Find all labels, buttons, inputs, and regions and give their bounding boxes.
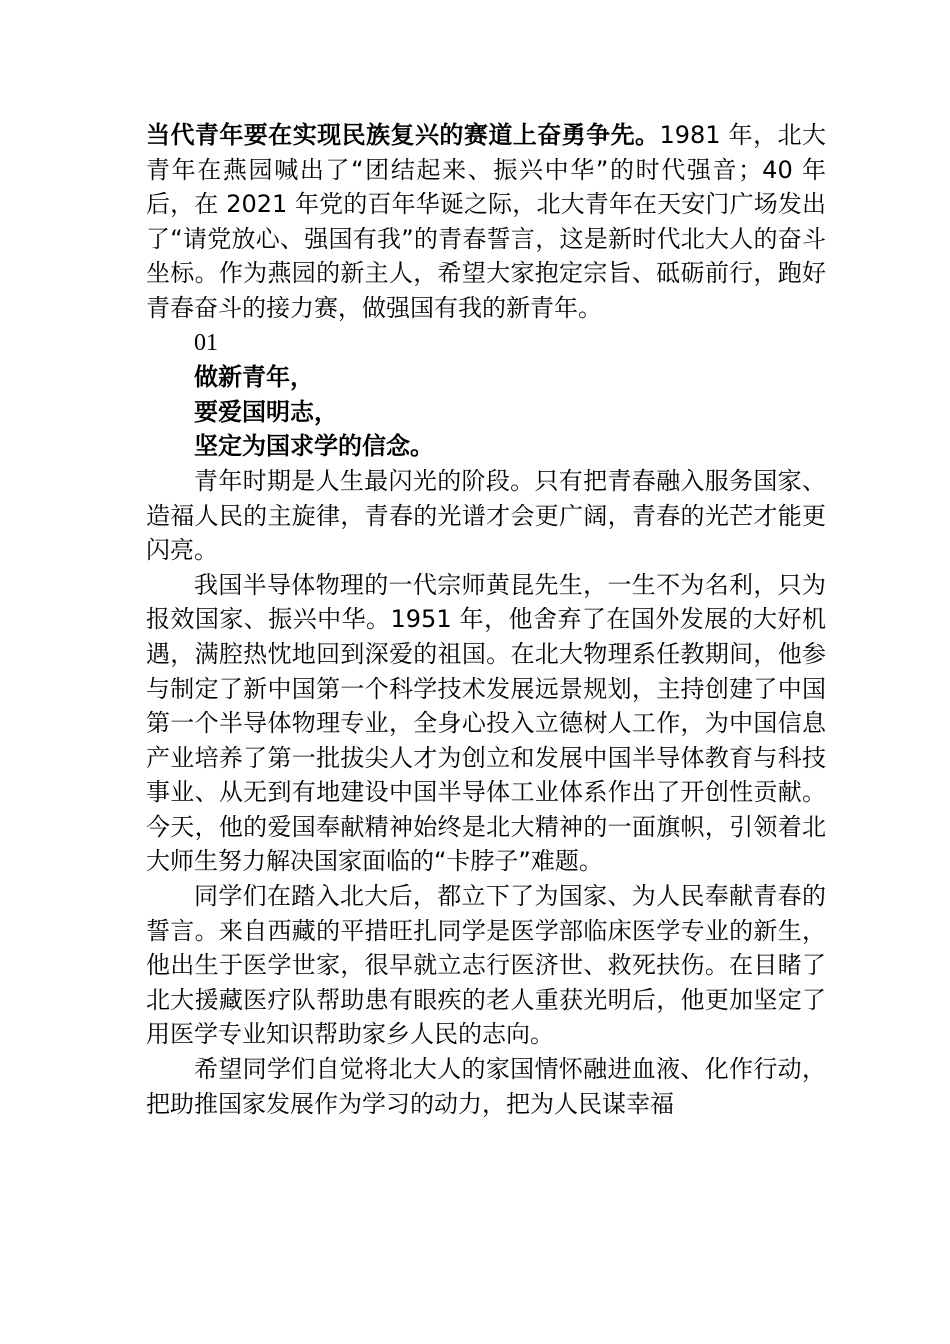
section-number: 01 [194,329,218,356]
body-paragraph-hope: 希望同学们自觉将北大人的家国情怀融进血液、化作行动，把助推国家发展作为学习的动力，把为人民谋幸福 [146,1055,826,1118]
intro-paragraph [146,118,826,326]
intro-lead-sentence: 当代青年要在实现民族复兴的赛道上奋勇争先。 [146,121,660,149]
section-heading-line-2: 要爱国明志， [194,397,338,426]
body-paragraph-huang-kun: 我国半导体物理的一代宗师黄昆先生，一生不为名利，只为报效国家、振兴中华。1951 年，他舍弃了在国外发展的大好机遇，满腔热忱地回到深爱的祖国。在北大物理系任教期间，他参与制定了新中国第一个科学技术发展远景规划，主持创建了中国第一个半导体物理专业，全身心投入立德树人工作，为中国信息产业培养了第一批拔尖人才为创立和发展中国半导体教育与科技事业、从无到有地建设中国半导体工业体系作出了开创性贡献。今天，他的爱国奉献精神始终是北大精神的一面旗帜，引领着北大师生努力解决国家面临的“卡脖子”难题。 [146,570,826,876]
section-heading-line-1: 做新青年， [194,363,314,392]
section-heading-line-3: 坚定为国求学的信念。 [194,432,434,461]
document-page [146,118,826,1121]
body-paragraph-youth: 青年时期是人生最闪光的阶段。只有把青春融入服务国家、造福人民的主旋律，青春的光谱才会更广阔，青春的光芒才能更闪亮。 [146,466,826,565]
section-heading [146,326,826,464]
intro-body-text: 1981 年，北大青年在燕园喊出了“团结起来、振兴中华”的时代强音；40 年后，在 2021 年党的百年华诞之际，北大青年在天安门广场发出了“请党放心、强国有我”的青春誓言，这是新时代北大人的奋斗坐标。作为燕园的新主人，希望大家抱定宗旨、砥砺前行，跑好青春奋斗的接力赛，做强国有我的新青年。 [146,121,826,322]
body-paragraph-students-oath: 同学们在踏入北大后，都立下了为国家、为人民奉献青春的誓言。来自西藏的平措旺扎同学是医学部临床医学专业的新生，他出生于医学世家，很早就立志行医济世、救死扶伤。在目睹了北大援藏医疗队帮助患有眼疾的老人重获光明后，他更加坚定了用医学专业知识帮助家乡人民的志向。 [146,882,826,1049]
